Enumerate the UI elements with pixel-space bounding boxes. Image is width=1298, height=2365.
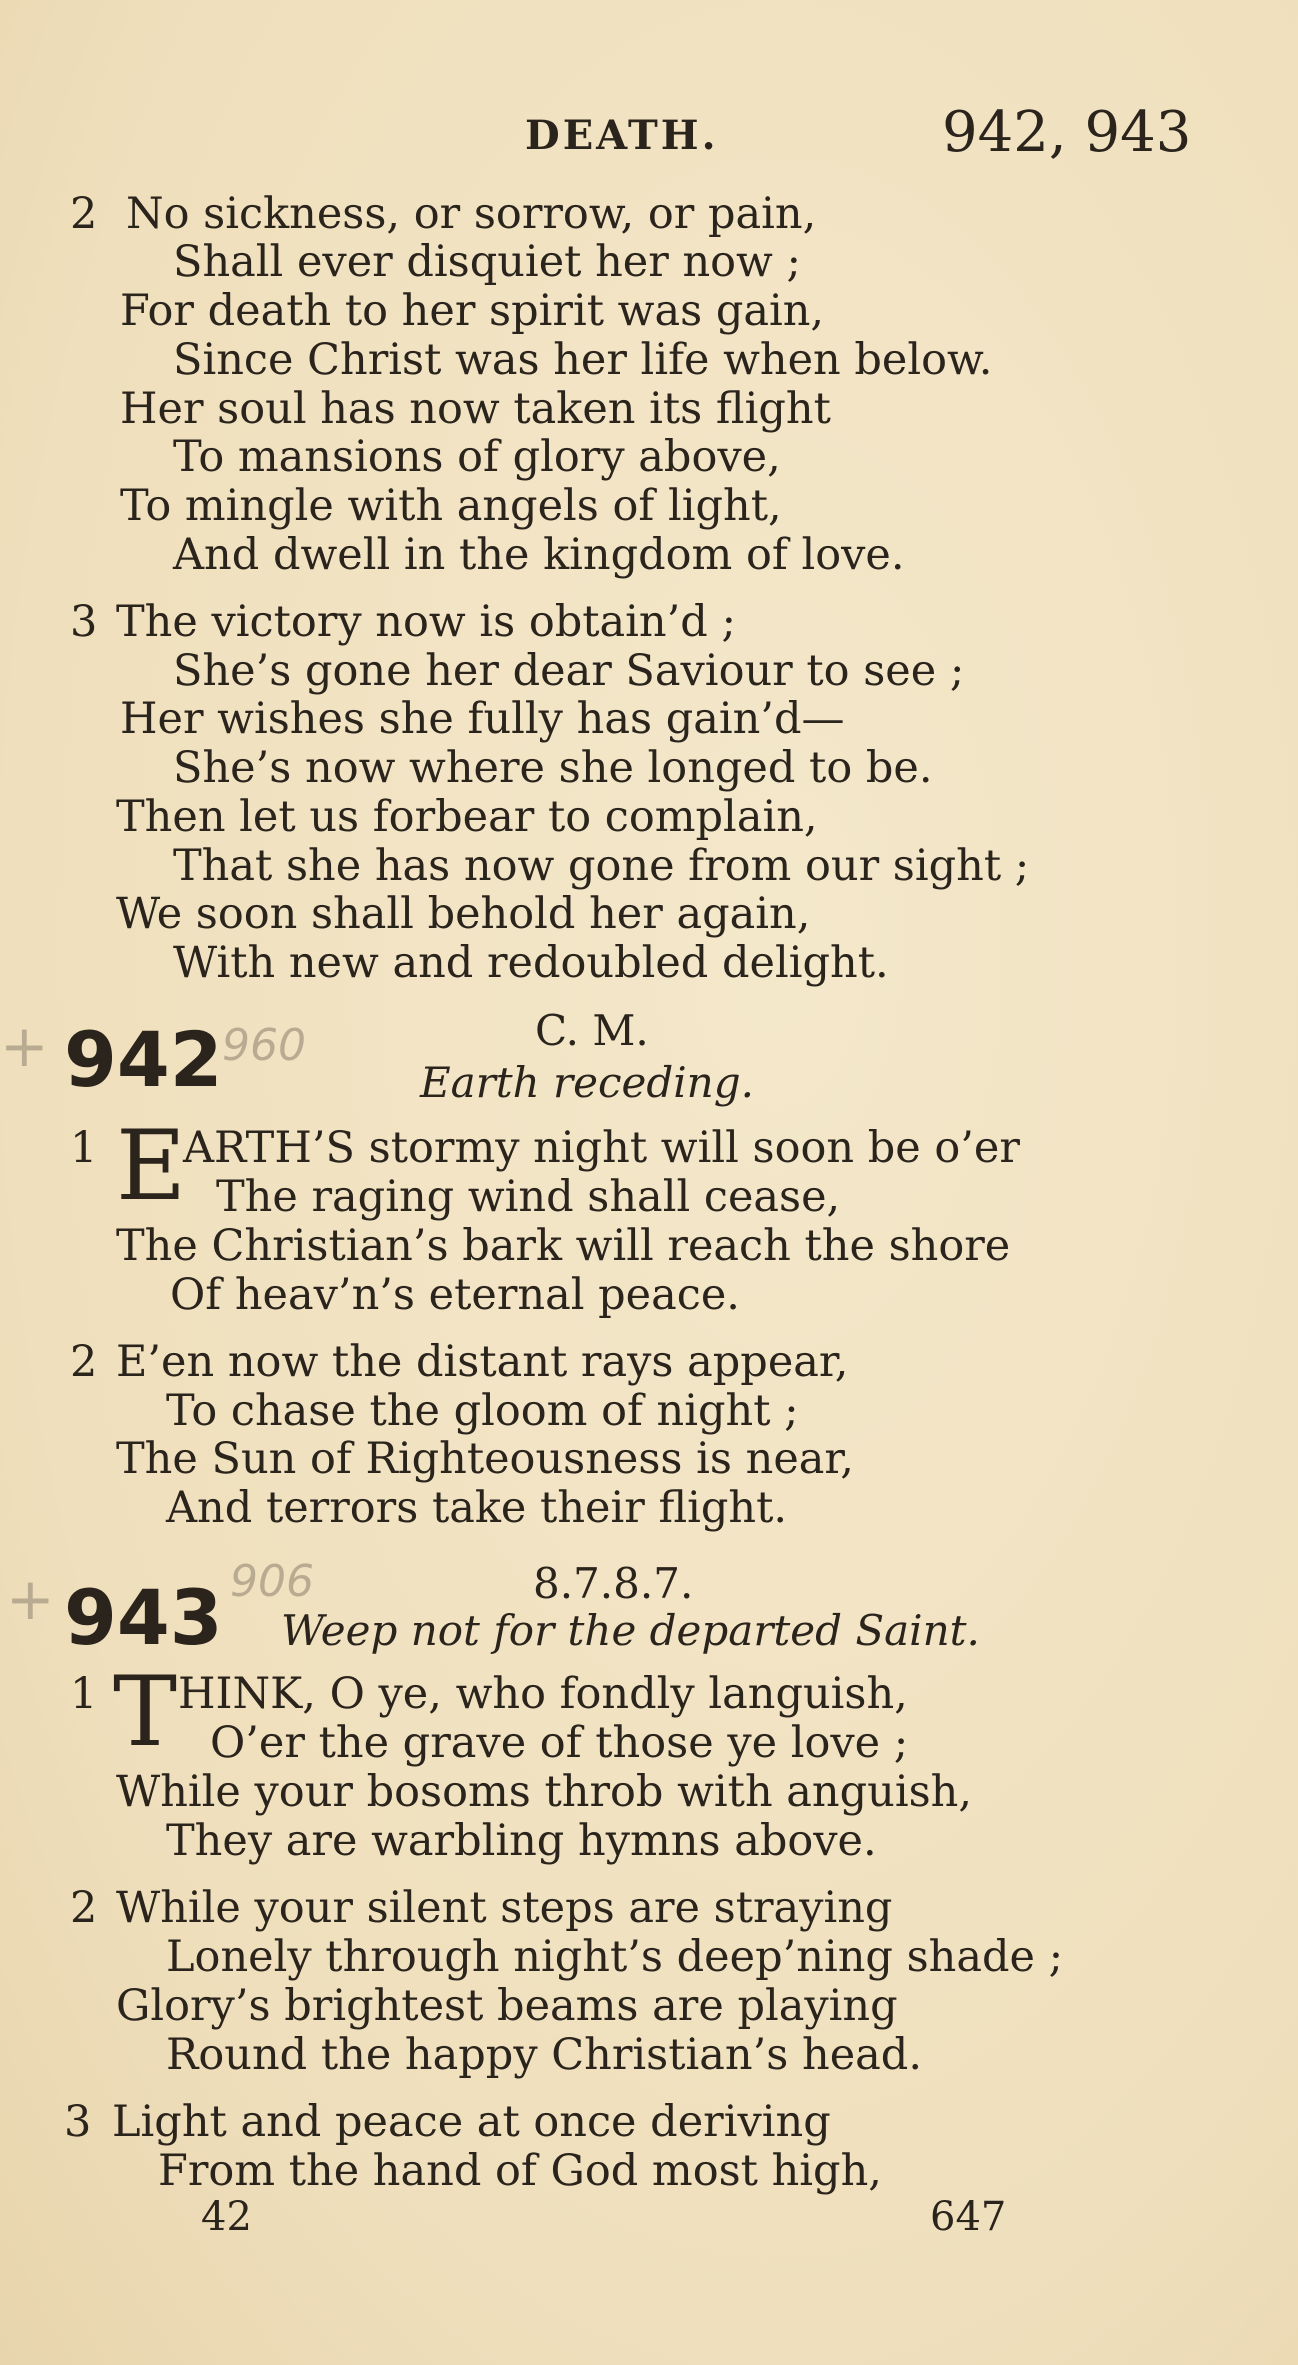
verse-line: No sickness, or sorrow, or pain, (126, 189, 817, 239)
verse-line: The raging wind shall cease, (216, 1172, 841, 1222)
verse-line: That she has now gone from our sight ; (173, 841, 1030, 891)
stanza-number: 3 (70, 597, 98, 647)
hymn-number: 942 (64, 1015, 223, 1104)
verse-line: To chase the gloom of night ; (166, 1386, 799, 1436)
stanza-number: 2 (70, 1883, 98, 1933)
verse-line: We soon shall behold her again, (116, 889, 811, 939)
verse-line: The Christian’s bark will reach the shore (116, 1221, 1011, 1271)
page-number: 647 (930, 2194, 1007, 2240)
stanza-number: 2 (70, 1337, 98, 1387)
verse-line: Lonely through night’s deep’ning shade ; (166, 1932, 1064, 1982)
verse-line: ARTH’S stormy night will soon be o’er (183, 1123, 1020, 1173)
verse-line: With new and redoubled delight. (173, 938, 889, 988)
verse-line: HINK, O ye, who fondly languish, (178, 1669, 908, 1719)
stanza-number: 2 (70, 189, 98, 239)
verse-line: And dwell in the kingdom of love. (173, 530, 905, 580)
verse-line: They are warbling hymns above. (166, 1816, 877, 1866)
verse-line: Shall ever disquiet her now ; (173, 237, 801, 287)
signature-mark: 42 (201, 2194, 252, 2240)
pencil-annotation: 960 (222, 1020, 306, 1071)
verse-line: The Sun of Righteousness is near, (116, 1434, 854, 1484)
verse-line: For death to her spirit was gain, (120, 286, 825, 336)
hymn-number: 943 (64, 1573, 223, 1662)
verse-line: Her wishes she fully has gain’d— (120, 694, 845, 744)
pencil-annotation: 906 (230, 1556, 314, 1607)
verse-line: Then let us forbear to complain, (116, 792, 818, 842)
verse-line: Glory’s brightest beams are playing (116, 1981, 898, 2031)
verse-line: To mansions of glory above, (173, 432, 781, 482)
pencil-mark: + (0, 1012, 49, 1080)
page-header-title: DEATH. (525, 112, 719, 159)
verse-line: She’s gone her dear Saviour to see ; (173, 646, 965, 696)
verse-line: Light and peace at once deriving (112, 2097, 831, 2147)
drop-cap: T (113, 1656, 178, 1768)
verse-line: While your bosoms throb with anguish, (116, 1767, 973, 1817)
verse-line: To mingle with angels of light, (120, 481, 782, 531)
verse-line: Since Christ was her life when below. (173, 335, 993, 385)
verse-line: E’en now the distant rays appear, (116, 1337, 849, 1387)
pencil-mark: + (6, 1565, 55, 1633)
drop-cap: E (116, 1110, 187, 1222)
hymn-subtitle: Earth receding. (420, 1058, 754, 1107)
verse-line: While your silent steps are straying (116, 1883, 893, 1933)
stanza-number: 3 (64, 2097, 92, 2147)
verse-line: Her soul has now taken its flight (120, 384, 831, 434)
hymn-meter: 8.7.8.7. (533, 1559, 694, 1608)
verse-line: O’er the grave of those ye love ; (210, 1718, 909, 1768)
verse-line: And terrors take their flight. (166, 1483, 788, 1533)
hymn-meter: C. M. (535, 1006, 649, 1055)
verse-line: The victory now is obtain’d ; (116, 597, 736, 647)
stanza-number: 1 (70, 1669, 98, 1719)
verse-line: Of heav’n’s eternal peace. (170, 1270, 740, 1320)
verse-line: She’s now where she longed to be. (173, 743, 933, 793)
stanza-number: 1 (70, 1123, 98, 1173)
hymn-subtitle: Weep not for the departed Saint. (281, 1606, 980, 1655)
page-header-hymn-numbers: 942, 943 (942, 100, 1192, 165)
verse-line: Round the happy Christian’s head. (166, 2030, 922, 2080)
verse-line: From the hand of God most high, (158, 2146, 882, 2196)
